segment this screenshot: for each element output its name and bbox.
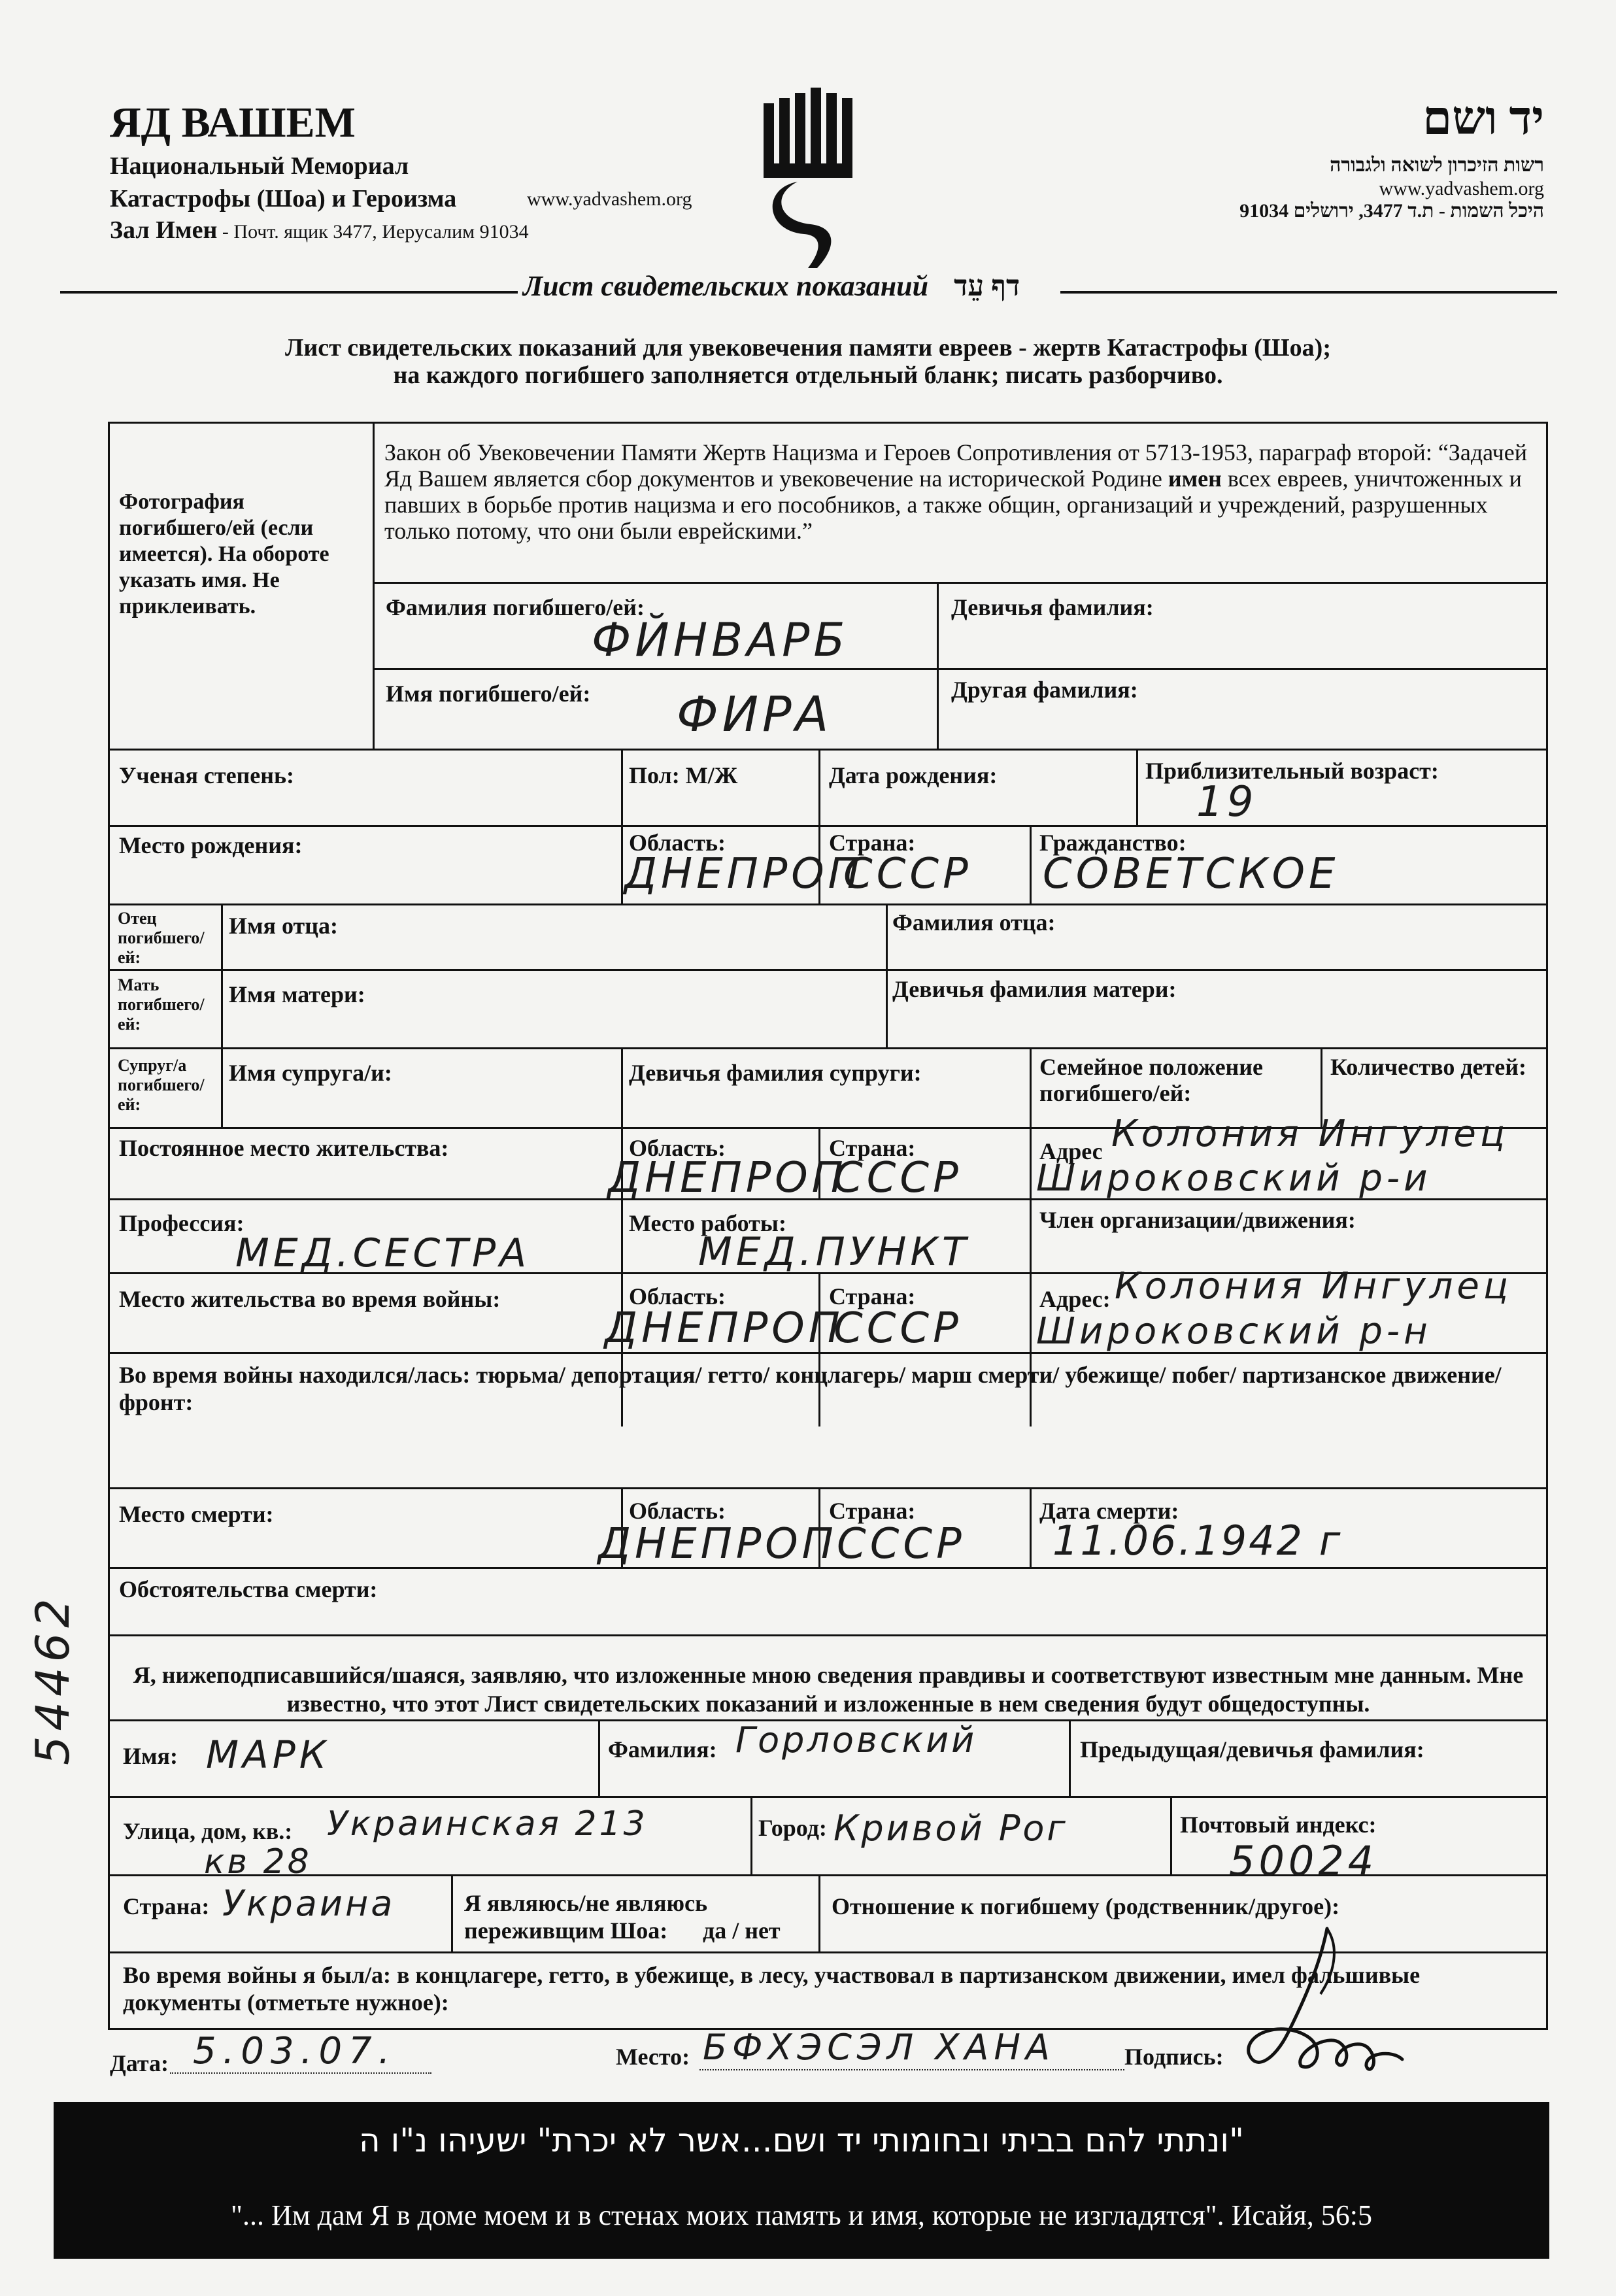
- res-address-line-1[interactable]: Колония Ингулец: [1111, 1113, 1509, 1155]
- law-text: [384, 439, 1535, 544]
- org-he-line-3: היכל השמות - ת.ד 3477, ירושלים 91034: [1239, 200, 1544, 222]
- website-he: www.yadvashem.org: [1379, 178, 1544, 199]
- death-circumstances-label: Обстоятельства смерти:: [119, 1576, 378, 1602]
- city-value[interactable]: Кривой Рог: [833, 1808, 1068, 1849]
- res-address-line-2[interactable]: Широковский р-и: [1036, 1157, 1432, 1200]
- birth-region-label: Область:: [629, 830, 726, 856]
- citizenship-label: Гражданство:: [1039, 830, 1187, 856]
- war-region-value[interactable]: ДНЕПРОП: [605, 1304, 844, 1353]
- death-date-value[interactable]: 11.06.1942 г: [1052, 1517, 1343, 1564]
- org-name-ru: ЯД ВАШЕМ: [110, 99, 356, 146]
- res-country-value[interactable]: СССР: [833, 1154, 962, 1202]
- submitter-surname-value[interactable]: Горловский: [735, 1719, 977, 1761]
- website-ru: www.yadvashem.org: [527, 188, 692, 210]
- sex-label: Пол: М/Ж: [629, 762, 738, 788]
- title-rule-left: [60, 291, 518, 294]
- war-country-value[interactable]: СССР: [833, 1304, 962, 1353]
- postal-address-ru: - Почт. ящик 3477, Иерусалим 91034: [217, 221, 529, 243]
- org-name-he: יד ושם: [1422, 92, 1544, 144]
- form-title-he: דף עֵד: [954, 270, 1020, 302]
- place-value[interactable]: БФХЭСЭЛ ХАНА: [703, 2027, 1055, 2068]
- side-reference-number: 54462: [26, 1593, 80, 1765]
- org-line-1: Национальный Мемориал: [110, 152, 409, 180]
- approx-age-value[interactable]: 19: [1196, 778, 1258, 826]
- membership-label: Член организации/движения:: [1039, 1207, 1356, 1233]
- law-text-emphasis: имен: [1168, 465, 1222, 492]
- date-value[interactable]: 5.03.07.: [193, 2030, 397, 2072]
- date-label: Дата:: [110, 2050, 169, 2076]
- city-label: Город:: [758, 1815, 827, 1841]
- res-region-value[interactable]: ДНЕПРОП: [608, 1154, 847, 1202]
- subtitle-line-1: Лист свидетельских показаний для увековечения памяти евреев - жертв Катастрофы (Шоа);: [285, 334, 1331, 362]
- submitter-war-status-label: Во время войны я был/а: в концлагере, гетто, в убежище, в лесу, участвовал в партизанском движении, имел фальшивые документы (отметьте нужное):: [123, 1962, 1421, 2016]
- degree-label: Ученая степень:: [119, 762, 295, 788]
- citizenship-value[interactable]: СОВЕТСКОЕ: [1043, 850, 1339, 898]
- other-surname-label: Другая фамилия:: [951, 677, 1138, 703]
- birth-country-value[interactable]: СССР: [843, 850, 972, 898]
- survivor-options[interactable]: да / нет: [703, 1917, 781, 1944]
- death-country-value[interactable]: СССР: [837, 1520, 966, 1568]
- footer-banner: [54, 2102, 1549, 2259]
- birth-date-label: Дата рождения:: [829, 762, 998, 788]
- profession-value[interactable]: МЕД.СЕСТРА: [235, 1230, 531, 1276]
- submitter-name-value[interactable]: МАРК: [206, 1732, 330, 1777]
- street-label: Улица, дом, кв.:: [123, 1818, 293, 1844]
- war-country-label: Страна:: [829, 1283, 916, 1309]
- marital-status-label: Семейное положение погибшего/ей:: [1039, 1054, 1264, 1106]
- war-address-line-1[interactable]: Колония Ингулец: [1115, 1265, 1512, 1308]
- spouse-side-label: Супруг/а погибшего/ ей:: [118, 1056, 205, 1114]
- form-title: [523, 269, 1020, 303]
- law-text-part-1: Закон об Увековечении Памяти Жертв Нацизма и Героев Сопротивления от 5713-1953, параграф второй: “Задачей Яд Вашем является сбор документов и увековечение на исторической Родине: [384, 439, 1528, 492]
- father-name-label: Имя отца:: [229, 913, 338, 939]
- title-rule-right: [1060, 291, 1557, 294]
- children-count-label: Количество детей:: [1330, 1054, 1526, 1080]
- war-address-label: Адрес:: [1039, 1286, 1111, 1312]
- subtitle-line-2: на каждого погибшего заполняется отдельный бланк; писать разборчиво.: [393, 362, 1223, 389]
- spouse-maiden-label: Девичья фамилия супруги:: [629, 1060, 922, 1086]
- profession-label: Профессия:: [119, 1210, 244, 1236]
- hall-of-names: Зал Имен: [110, 216, 218, 244]
- death-country-label: Страна:: [829, 1498, 916, 1524]
- maiden-name-label: Девичья фамилия:: [951, 594, 1154, 620]
- war-status-label: Во время войны находился/лась: тюрьма/ депортация/ гетто/ концлагерь/ марш смерти/ убежище/ побег/ партизанское движение/фронт:: [119, 1362, 1502, 1415]
- relation-label: Отношение к погибшему (родственник/другое):: [832, 1893, 1340, 1919]
- first-name-value[interactable]: ФИРА: [677, 686, 833, 743]
- res-country-label: Страна:: [829, 1135, 916, 1161]
- submitter-surname-label: Фамилия:: [608, 1736, 717, 1763]
- footer-quote-ru: "... Им дам Я в доме моем и в стенах моих память и имя, которые не изгладятся". Исайя, 56:5: [231, 2199, 1372, 2231]
- spouse-name-label: Имя супруга/и:: [229, 1060, 392, 1086]
- death-region-label: Область:: [629, 1498, 726, 1524]
- mother-maiden-label: Девичья фамилия матери:: [892, 976, 1177, 1002]
- photo-note: Фотография погибшего/ей (если имеется). На обороте указать имя. Не приклеивать.: [119, 490, 329, 618]
- approx-age-label: Приблизительный возраст:: [1145, 758, 1439, 784]
- war-address-line-2[interactable]: Широковский р-н: [1036, 1310, 1432, 1353]
- law-text-part-2: всех евреев, уничтоженных и павших в борьбе против нацизма и его пособников, а также общин, организаций и учреждений, разрушенных только потому, что они были еврейскими.”: [384, 465, 1522, 544]
- declaration-text: Я, нижеподписавшийся/шаяся, заявляю, что изложенные мною сведения правдивы и соответствуют известным мне данным. Мне известно, что этот Лист свидетельских показаний и изложенные в нем сведения будут общедоступны.: [133, 1662, 1524, 1717]
- death-place-label: Место смерти:: [119, 1501, 274, 1527]
- previous-surname-label: Предыдущая/девичья фамилия:: [1080, 1736, 1424, 1763]
- form-title-ru: Лист свидетельских показаний: [523, 270, 929, 302]
- submitter-country-label: Страна:: [123, 1893, 210, 1919]
- place-label: Место:: [616, 2044, 690, 2070]
- street-value-line-2[interactable]: кв 28: [204, 1842, 312, 1882]
- death-date-label: Дата смерти:: [1039, 1498, 1179, 1524]
- death-region-value[interactable]: ДНЕПРОП: [598, 1520, 837, 1568]
- org-line-2: Катастрофы (Шоа) и Героизма: [110, 185, 457, 212]
- org-he-line-1: רשות הזיכרון לשואה ולגבורה: [1330, 154, 1544, 176]
- org-line-3: [110, 216, 529, 245]
- submitter-name-label: Имя:: [123, 1743, 178, 1769]
- father-surname-label: Фамилия отца:: [892, 909, 1056, 936]
- postal-code-value[interactable]: 50024: [1229, 1837, 1378, 1885]
- signature-scribble[interactable]: [1229, 1922, 1412, 2092]
- war-residence-label: Место жительства во время войны:: [119, 1286, 501, 1312]
- birth-region-value[interactable]: ДНЕПРОП: [624, 850, 864, 898]
- postal-code-label: Почтовый индекс:: [1180, 1812, 1377, 1838]
- birth-country-label: Страна:: [829, 830, 916, 856]
- surname-value[interactable]: ФЙНВАРБ: [592, 613, 849, 667]
- signature-label: Подпись:: [1124, 2044, 1224, 2070]
- res-region-label: Область:: [629, 1135, 726, 1161]
- workplace-value[interactable]: МЕД.ПУНКТ: [698, 1229, 970, 1275]
- first-name-label: Имя погибшего/ей:: [386, 681, 591, 707]
- submitter-country-value[interactable]: Украина: [222, 1883, 396, 1924]
- survivor-label: Я являюсь/не являюсь переживщим Шоа:: [464, 1890, 708, 1944]
- father-side-label: Отец погибшего/ ей:: [118, 909, 205, 967]
- workplace-label: Место работы:: [629, 1210, 786, 1236]
- surname-label: Фамилия погибшего/ей:: [386, 594, 645, 620]
- place-underline: [699, 2069, 1124, 2070]
- residence-label: Постоянное место жительства:: [119, 1135, 449, 1161]
- date-underline: [170, 2072, 431, 2074]
- street-value-line-1[interactable]: Украинская 213: [327, 1804, 648, 1844]
- res-address-label: Адрес: [1039, 1138, 1103, 1164]
- footer-quote-he: "ונתתי להם בביתי ובחומותי יד ושם...אשר לא יכרת" ישעיהו נ"ו ה: [359, 2121, 1244, 2159]
- war-region-label: Область:: [629, 1283, 726, 1309]
- yad-vashem-logo-icon: [758, 84, 869, 273]
- mother-name-label: Имя матери:: [229, 981, 365, 1007]
- mother-side-label: Мать погибшего/ ей:: [118, 975, 205, 1034]
- birth-place-label: Место рождения:: [119, 832, 303, 858]
